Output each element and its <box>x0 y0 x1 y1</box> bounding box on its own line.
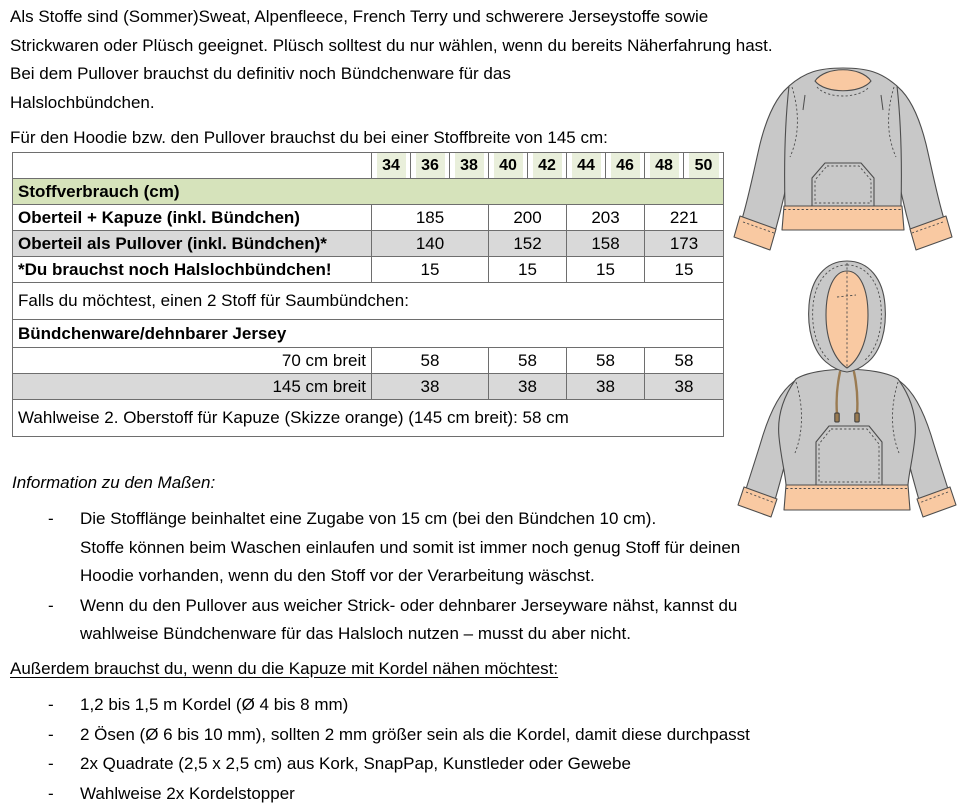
row-value: 15 <box>372 257 489 283</box>
size-col-34: 34 <box>372 153 411 179</box>
list-item <box>48 721 948 750</box>
row-value: 15 <box>645 257 724 283</box>
list-item-text: Die Stofflänge beinhaltet eine Zugabe von 15 cm (bei den Bündchen 10 cm). Stoffe können beim Waschen einlaufen und somit ist immer noch genug Stoff für deinen Hoodie vorhanden, wenn du den Stoff vor der Verarbeitung wäschst. <box>80 505 740 591</box>
list-item <box>48 592 878 649</box>
info-bullet-list <box>48 505 878 649</box>
bullet-dash: - <box>48 750 80 779</box>
size-col-42: 42 <box>528 153 567 179</box>
sweater-illustration <box>726 50 960 258</box>
section-header-row <box>13 179 724 205</box>
cord-bullet-list <box>48 691 948 808</box>
size-col-38: 38 <box>450 153 489 179</box>
bullet-dash: - <box>48 691 80 720</box>
note-row <box>13 283 724 320</box>
list-item <box>48 691 948 720</box>
row-value: 38 <box>372 374 489 400</box>
size-col-48: 48 <box>645 153 684 179</box>
row-value: 15 <box>567 257 645 283</box>
cord-section-title: Außerdem brauchst du, wenn du die Kapuze mit Kordel nähen möchtest: <box>10 657 558 681</box>
row-value: 152 <box>489 231 567 257</box>
row-value: 38 <box>489 374 567 400</box>
list-item <box>48 780 948 808</box>
note-row-text: Falls du möchtest, einen 2 Stoff für Saumbündchen: <box>13 283 724 320</box>
size-col-44: 44 <box>567 153 606 179</box>
row-value: 58 <box>567 348 645 374</box>
row-value: 203 <box>567 205 645 231</box>
intro-paragraph: Als Stoffe sind (Sommer)Sweat, Alpenfleece, French Terry und schwerere Jerseystoffe sowie Strickwaren oder Plüsch geeignet. Plüsch solltest du nur wählen, wenn du bereits Näherfahrung hast. Bei dem Pullover brauchst du definitiv noch Bündchenware für das Halslochbündchen. <box>10 3 956 117</box>
info-section-title: Information zu den Maßen: <box>12 471 215 495</box>
row-label: 145 cm breit <box>13 374 372 400</box>
bullet-dash: - <box>48 780 80 808</box>
section1-header: Stoffverbrauch (cm) <box>13 179 724 205</box>
section2-header: Bündchenware/dehnbarer Jersey <box>13 320 724 348</box>
bullet-dash: - <box>48 721 80 750</box>
row-value: 58 <box>645 348 724 374</box>
list-item-text: 1,2 bis 1,5 m Kordel (Ø 4 bis 8 mm) <box>80 691 348 720</box>
row-value: 185 <box>372 205 489 231</box>
list-item-text: 2x Quadrate (2,5 x 2,5 cm) aus Kork, SnapPap, Kunstleder oder Gewebe <box>80 750 631 779</box>
row-label: *Du brauchst noch Halslochbündchen! <box>13 257 372 283</box>
list-item-text: Wenn du den Pullover aus weicher Strick- oder dehnbarer Jerseyware nähst, kannst du wahlweise Bündchenware für das Halsloch nutzen – musst du aber nicht. <box>80 592 737 649</box>
list-item-text: Wahlweise 2x Kordelstopper <box>80 780 295 808</box>
footer-row-text: Wahlweise 2. Oberstoff für Kapuze (Skizze orange) (145 cm breit): 58 cm <box>13 400 724 437</box>
fabric-table <box>12 152 724 437</box>
hoodie-illustration <box>718 256 960 524</box>
row-value: 221 <box>645 205 724 231</box>
row-label: Oberteil + Kapuze (inkl. Bündchen) <box>13 205 372 231</box>
row-value: 58 <box>372 348 489 374</box>
section2-header-row <box>13 320 724 348</box>
table-row <box>13 374 724 400</box>
row-value: 58 <box>489 348 567 374</box>
row-value: 158 <box>567 231 645 257</box>
row-value: 38 <box>645 374 724 400</box>
size-header-empty-cell <box>13 153 372 179</box>
table-intro-line: Für den Hoodie bzw. den Pullover brauchst du bei einer Stoffbreite von 145 cm: <box>10 126 730 150</box>
row-value: 38 <box>567 374 645 400</box>
bullet-dash: - <box>48 505 80 591</box>
row-value: 140 <box>372 231 489 257</box>
size-col-40: 40 <box>489 153 528 179</box>
table-row <box>13 231 724 257</box>
table-row <box>13 257 724 283</box>
row-value: 15 <box>489 257 567 283</box>
footer-row <box>13 400 724 437</box>
row-value: 173 <box>645 231 724 257</box>
list-item-text: 2 Ösen (Ø 6 bis 10 mm), sollten 2 mm größer sein als die Kordel, damit diese durchpasst <box>80 721 750 750</box>
table-row <box>13 348 724 374</box>
size-header-row <box>13 153 724 179</box>
size-col-36: 36 <box>411 153 450 179</box>
bullet-dash: - <box>48 592 80 649</box>
size-col-46: 46 <box>606 153 645 179</box>
list-item <box>48 750 948 779</box>
size-col-50: 50 <box>684 153 724 179</box>
row-label: Oberteil als Pullover (inkl. Bündchen)* <box>13 231 372 257</box>
row-label: 70 cm breit <box>13 348 372 374</box>
table-row <box>13 205 724 231</box>
row-value: 200 <box>489 205 567 231</box>
